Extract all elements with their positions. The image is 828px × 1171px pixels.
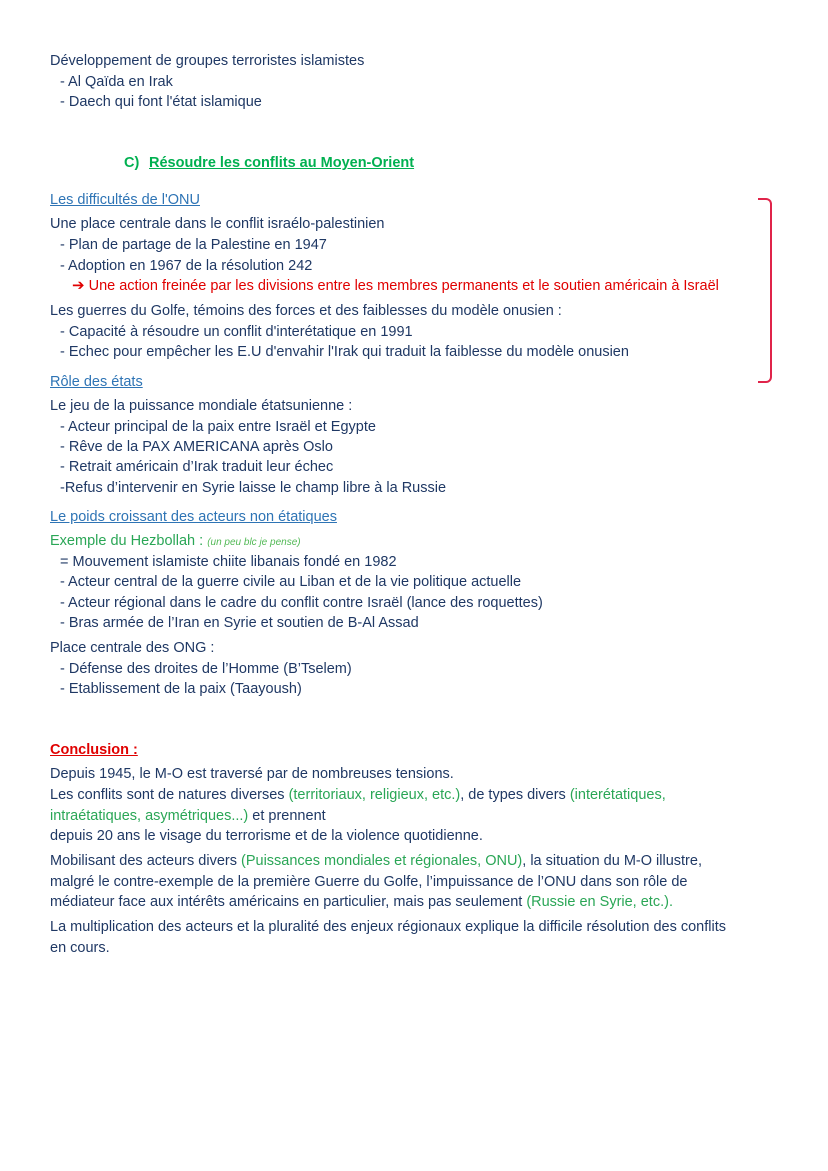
section-letter: C) <box>124 155 140 171</box>
onu-sub1: Une place centrale dans le conflit israélo-palestinien <box>50 216 385 232</box>
conclusion-p2-g: depuis 20 ans le visage du terrorisme et de la violence quotidienne. <box>50 828 483 844</box>
etats-item-3: - Retrait américain d’Irak traduit leur échec <box>60 459 334 475</box>
hezbollah-line <box>50 531 301 553</box>
onu-sub2: Les guerres du Golfe, témoins des forces et des faiblesses du modèle onusien : <box>50 303 562 319</box>
intro-heading: Développement de groupes terroristes islamistes <box>50 53 365 69</box>
conclusion-p2-a: Les conflits sont de natures diverses <box>50 787 289 803</box>
hezbollah-item-1: = Mouvement islamiste chiite libanais fondé en 1982 <box>60 554 397 570</box>
conclusion-p3-e: médiateur face aux intérêts américains en particulier, mais pas seulement <box>50 894 527 910</box>
etats-item-1: - Acteur principal de la paix entre Israël et Egypte <box>60 419 376 435</box>
conclusion-heading: Conclusion : <box>50 742 138 758</box>
onu-sub2-item-2: - Echec pour empêcher les E.U d'envahir l'Irak qui traduit la faiblesse du modèle onusien <box>60 344 629 360</box>
conclusion-p1: Depuis 1945, le M-O est traversé par de nombreuses tensions. <box>50 766 454 782</box>
conclusion-p2-line2 <box>50 806 326 826</box>
hezbollah-item-2: - Acteur central de la guerre civile au Liban et de la vie politique actuelle <box>60 574 522 590</box>
section-title: Résoudre les conflits au Moyen-Orient <box>149 155 415 171</box>
ong-item-1: - Défense des droites de l’Homme (B’Tselem) <box>60 661 352 677</box>
conclusion-p2-c: , de types divers <box>460 787 570 803</box>
ong-label: Place centrale des ONG : <box>50 640 215 656</box>
onu-sub1-item-1: - Plan de partage de la Palestine en 1947 <box>60 237 327 253</box>
onu-arrow-text: Une action freinée par les divisions entre les membres permanents et le soutien américain à Israël <box>88 278 719 294</box>
conclusion-p3-line1 <box>50 851 702 871</box>
etats-item-4: -Refus d’intervenir en Syrie laisse le champ libre à la Russie <box>60 480 447 496</box>
etats-heading: Rôle des états <box>50 374 143 390</box>
hezbollah-note: (un peu blc je pense) <box>207 537 301 548</box>
intro-item-2: - Daech qui font l'état islamique <box>60 94 262 110</box>
hezbollah-item-3: - Acteur régional dans le cadre du conflit contre Israël (lance des roquettes) <box>60 595 543 611</box>
red-bracket <box>758 198 772 383</box>
conclusion-p2-line1 <box>50 785 666 805</box>
conclusion-p2-b: (territoriaux, religieux, etc.) <box>288 787 461 803</box>
conclusion-p2-e: intraétatiques, asymétriques...) <box>50 808 249 824</box>
etats-sub: Le jeu de la puissance mondiale étatsunienne : <box>50 398 353 414</box>
conclusion-p4-a: La multiplication des acteurs et la pluralité des enjeux régionaux explique la difficile résolution des conflits <box>50 919 726 935</box>
arrow-right-icon: ➔ <box>72 277 85 294</box>
conclusion-p3-b: (Puissances mondiales et régionales, ONU) <box>241 853 523 869</box>
ong-item-2: - Etablissement de la paix (Taayoush) <box>60 681 302 697</box>
intro-item-1: - Al Qaïda en Irak <box>60 74 173 90</box>
onu-arrow-line <box>72 276 719 296</box>
onu-sub1-item-2: - Adoption en 1967 de la résolution 242 <box>60 258 313 274</box>
onu-heading: Les difficultés de l'ONU <box>50 192 200 208</box>
conclusion-p3-c: , la situation du M-O illustre, <box>522 853 702 869</box>
conclusion-p3-a: Mobilisant des acteurs divers <box>50 853 241 869</box>
hezbollah-label: Exemple du Hezbollah : <box>50 533 204 549</box>
conclusion-p4-b: en cours. <box>50 940 110 956</box>
hezbollah-item-4: - Bras armée de l’Iran en Syrie et soutien de B-Al Assad <box>60 615 419 631</box>
conclusion-p3-d: malgré le contre-exemple de la première Guerre du Golfe, l’impuissance de l’ONU dans son rôle de <box>50 874 688 890</box>
conclusion-p3-line3 <box>50 892 673 912</box>
onu-sub2-item-1: - Capacité à résoudre un conflit d'interétatique en 1991 <box>60 324 413 340</box>
non-etatiques-heading: Le poids croissant des acteurs non étatiques <box>50 509 337 525</box>
conclusion-p3-f: (Russie en Syrie, etc.). <box>526 894 673 910</box>
etats-item-2: - Rêve de la PAX AMERICANA après Oslo <box>60 439 333 455</box>
conclusion-p2-f: et prennent <box>248 808 326 824</box>
conclusion-p2-d: (interétatiques, <box>569 787 666 803</box>
